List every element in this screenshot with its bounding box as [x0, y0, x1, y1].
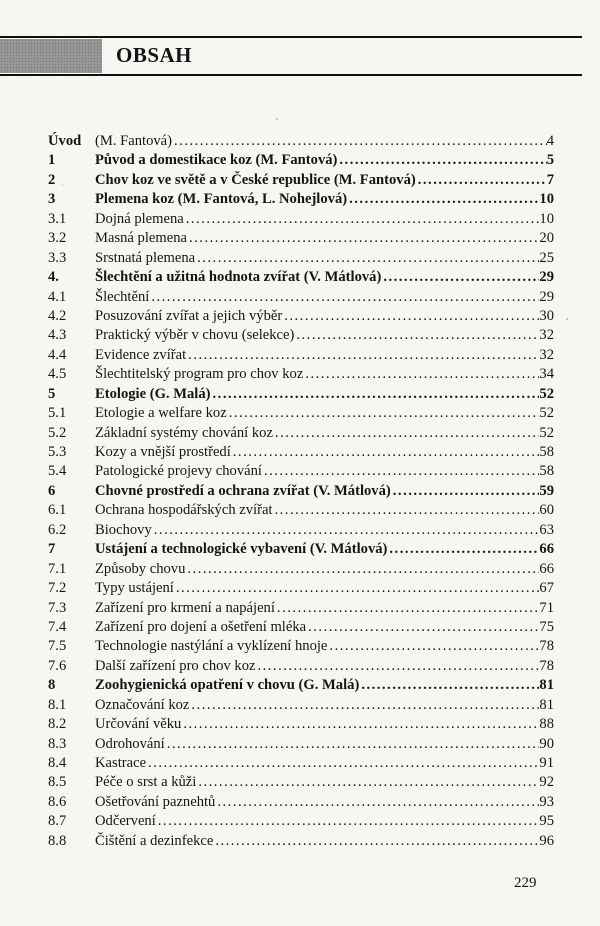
toc-page: 58: [539, 444, 554, 460]
toc-row: [48, 560, 554, 579]
toc-entry: [95, 288, 554, 307]
table-of-contents: [48, 132, 554, 851]
toc-row: [48, 599, 554, 618]
toc-page: 67: [539, 580, 554, 597]
scan-speck: [276, 118, 278, 120]
toc-number: 8.6: [48, 793, 67, 810]
toc-leader-dots: [391, 482, 540, 501]
toc-entry: [95, 754, 554, 773]
toc-page: 88: [539, 716, 554, 733]
toc-title: Zařízení pro dojení a ošetření mléka: [95, 618, 307, 635]
toc-entry: [95, 385, 554, 404]
toc-leader-dots: [347, 190, 539, 209]
toc-leader-dots: [174, 579, 540, 598]
toc-entry: [95, 540, 554, 559]
toc-leader-dots: [337, 151, 546, 170]
toc-entry: [95, 482, 554, 501]
toc-title: Šlechtění: [95, 288, 150, 305]
toc-entry: [95, 190, 554, 209]
toc-row: [48, 365, 554, 384]
toc-page: 4: [546, 133, 554, 149]
toc-row: [48, 171, 554, 190]
toc-page: 20: [539, 230, 554, 247]
toc-row: [48, 326, 554, 345]
toc-number: 3.2: [48, 230, 67, 247]
toc-title: Šlechtitelský program pro chov koz: [95, 366, 304, 383]
toc-entry: [95, 501, 554, 520]
toc-number: 6.1: [48, 502, 67, 519]
toc-row: [48, 773, 554, 792]
toc-entry: [95, 657, 554, 676]
toc-title: Chovné prostředí a ochrana zvířat (V. Mátlová): [95, 482, 391, 499]
toc-number: 4.2: [48, 307, 67, 324]
toc-leader-dots: [211, 385, 540, 404]
toc-title: Čištění a dezinfekce: [95, 832, 214, 849]
toc-page: 93: [539, 793, 554, 810]
toc-row: [48, 268, 554, 287]
toc-title: Posuzování zvířat a jejich výběr: [95, 307, 283, 324]
toc-leader-dots: [255, 657, 539, 676]
header-bottom-rule: [0, 74, 582, 76]
toc-leader-dots: [275, 599, 539, 618]
toc-page: 63: [539, 521, 554, 538]
toc-number: 7.6: [48, 657, 67, 674]
toc-entry: [95, 637, 554, 656]
toc-page: 52: [539, 405, 554, 422]
toc-number: 8: [48, 677, 56, 694]
toc-number: 7: [48, 541, 56, 558]
toc-title: Patologické projevy chování: [95, 463, 262, 480]
toc-number: 5.4: [48, 463, 67, 480]
toc-entry: [95, 696, 554, 715]
toc-page: 10: [539, 210, 554, 227]
toc-number: 4.4: [48, 346, 67, 363]
toc-entry: [95, 268, 554, 287]
toc-title: Označování koz: [95, 696, 190, 713]
toc-entry: [95, 579, 554, 598]
toc-number: 8.4: [48, 755, 67, 771]
toc-title: Praktický výběr v chovu (selekce): [95, 327, 295, 344]
toc-entry: [95, 326, 554, 345]
toc-row: [48, 521, 554, 540]
toc-entry: [95, 793, 554, 812]
toc-row: [48, 618, 554, 637]
toc-row: [48, 190, 554, 209]
toc-row: [48, 715, 554, 734]
toc-entry: [95, 443, 554, 462]
toc-row: [48, 462, 554, 481]
toc-row: [48, 346, 554, 365]
toc-number: 7.5: [48, 638, 67, 655]
toc-number: 8.8: [48, 832, 67, 849]
toc-entry: [95, 618, 554, 637]
toc-title: Určování věku: [95, 716, 182, 733]
toc-number: 4.5: [48, 366, 67, 383]
toc-leader-dots: [327, 637, 539, 656]
toc-row: [48, 657, 554, 676]
toc-number: 4.: [48, 269, 59, 286]
toc-title: Původ a domestikace koz (M. Fantová): [95, 152, 338, 169]
scan-speck: [566, 318, 568, 320]
toc-number: 8.7: [48, 813, 67, 830]
toc-row: [48, 307, 554, 326]
toc-page: 75: [539, 618, 554, 635]
toc-page: 5: [546, 152, 554, 169]
toc-title: Kastrace: [95, 755, 147, 771]
toc-row: [48, 812, 554, 831]
toc-number: 7.3: [48, 599, 67, 616]
toc-row: [48, 735, 554, 754]
toc-title: Péče o srst a kůži: [95, 774, 197, 791]
toc-entry: [95, 132, 554, 151]
toc-number: 7.2: [48, 580, 67, 597]
header-top-rule: [0, 36, 582, 38]
toc-page: 29: [539, 288, 554, 305]
toc-row: [48, 288, 554, 307]
toc-entry: [95, 715, 554, 734]
toc-row: [48, 501, 554, 520]
toc-leader-dots: [181, 715, 539, 734]
toc-row: [48, 676, 554, 695]
toc-entry: [95, 365, 554, 384]
toc-title: Ošetřování paznehtů: [95, 793, 216, 810]
toc-page: 96: [539, 832, 554, 849]
toc-leader-dots: [306, 618, 539, 637]
section-header: [0, 36, 582, 76]
toc-number: 3.3: [48, 249, 67, 266]
toc-row: [48, 579, 554, 598]
toc-title: Etologie (G. Malá): [95, 385, 211, 402]
toc-row: [48, 132, 554, 151]
toc-number: 8.2: [48, 716, 67, 733]
toc-row: [48, 637, 554, 656]
toc-leader-dots: [294, 326, 539, 345]
toc-title: (M. Fantová): [95, 133, 173, 149]
toc-leader-dots: [185, 560, 539, 579]
toc-title: Technologie nastýlání a vyklízení hnoje: [95, 638, 328, 655]
toc-page: 95: [539, 813, 554, 830]
toc-entry: [95, 346, 554, 365]
toc-leader-dots: [195, 249, 539, 268]
toc-entry: [95, 812, 554, 831]
toc-number: 5.1: [48, 405, 67, 422]
toc-number: Úvod: [48, 133, 82, 149]
toc-entry: [95, 599, 554, 618]
toc-title: Evidence zvířat: [95, 346, 187, 363]
toc-title: Typy ustájení: [95, 580, 174, 597]
toc-row: [48, 754, 554, 773]
toc-row: [48, 832, 554, 851]
toc-number: 7.1: [48, 560, 67, 577]
toc-page: 66: [539, 541, 554, 558]
toc-leader-dots: [189, 696, 539, 715]
toc-title: Masná plemena: [95, 230, 187, 247]
toc-number: 4.1: [48, 288, 67, 305]
toc-page: 29: [539, 269, 554, 286]
toc-page: 30: [539, 307, 554, 324]
toc-number: 5.2: [48, 424, 67, 441]
toc-leader-dots: [146, 754, 539, 773]
toc-page: 7: [546, 171, 554, 188]
toc-number: 6: [48, 482, 56, 499]
toc-leader-dots: [416, 171, 547, 190]
toc-number: 7.4: [48, 618, 67, 635]
toc-title: Kozy a vnější prostředí: [95, 444, 231, 460]
toc-page: 60: [539, 502, 554, 519]
toc-row: [48, 210, 554, 229]
toc-leader-dots: [172, 132, 547, 151]
toc-number: 8.5: [48, 774, 67, 791]
toc-leader-dots: [156, 812, 540, 831]
toc-entry: [95, 210, 554, 229]
toc-row: [48, 696, 554, 715]
toc-page: 34: [539, 366, 554, 383]
toc-entry: [95, 404, 554, 423]
toc-page: 90: [539, 735, 554, 752]
toc-title: Odrohování: [95, 735, 165, 752]
toc-number: 4.3: [48, 327, 67, 344]
toc-entry: [95, 676, 554, 695]
toc-row: [48, 229, 554, 248]
toc-title: Dojná plemena: [95, 210, 184, 227]
toc-number: 3: [48, 191, 56, 208]
toc-entry: [95, 151, 554, 170]
toc-title: Ustájení a technologické vybavení (V. Mátlová): [95, 541, 388, 558]
toc-number: 5: [48, 385, 56, 402]
toc-page: 52: [539, 385, 554, 402]
toc-leader-dots: [187, 229, 539, 248]
toc-leader-dots: [215, 793, 539, 812]
toc-row: [48, 151, 554, 170]
toc-title: Šlechtění a užitná hodnota zvířat (V. Mátlová): [95, 269, 382, 286]
toc-title: Chov koz ve světě a v České republice (M. Fantová): [95, 171, 416, 188]
toc-leader-dots: [387, 540, 539, 559]
toc-entry: [95, 171, 554, 190]
toc-entry: [95, 773, 554, 792]
toc-row: [48, 482, 554, 501]
toc-number: 3.1: [48, 210, 67, 227]
toc-title: Plemena koz (M. Fantová, L. Nohejlová): [95, 191, 348, 208]
toc-leader-dots: [273, 424, 539, 443]
toc-page: 66: [539, 560, 554, 577]
toc-leader-dots: [359, 676, 539, 695]
toc-page: 25: [539, 249, 554, 266]
toc-entry: [95, 560, 554, 579]
toc-page: 81: [539, 677, 554, 694]
toc-leader-dots: [184, 210, 540, 229]
toc-leader-dots: [231, 443, 540, 462]
toc-title: Základní systémy chování koz: [95, 424, 273, 441]
toc-page: 92: [539, 774, 554, 791]
toc-number: 1: [48, 152, 56, 169]
toc-leader-dots: [152, 521, 540, 540]
toc-number: 5.3: [48, 444, 67, 460]
toc-page: 10: [539, 191, 554, 208]
toc-leader-dots: [227, 404, 540, 423]
toc-entry: [95, 424, 554, 443]
toc-leader-dots: [149, 288, 539, 307]
toc-title: Způsoby chovu: [95, 560, 186, 577]
toc-leader-dots: [262, 462, 539, 481]
toc-leader-dots: [196, 773, 539, 792]
toc-title: Odčervení: [95, 813, 156, 830]
toc-title: Etologie a welfare koz: [95, 405, 227, 422]
toc-page: 71: [539, 599, 554, 616]
toc-title: Zařízení pro krmení a napájení: [95, 599, 275, 616]
toc-title: Zoohygienická opatření v chovu (G. Malá): [95, 677, 360, 694]
toc-entry: [95, 229, 554, 248]
header-gray-block: [0, 39, 102, 73]
toc-leader-dots: [282, 307, 539, 326]
toc-page: 78: [539, 657, 554, 674]
toc-entry: [95, 249, 554, 268]
toc-number: 8.3: [48, 735, 67, 752]
toc-leader-dots: [303, 365, 539, 384]
toc-entry: [95, 832, 554, 851]
toc-row: [48, 424, 554, 443]
toc-row: [48, 793, 554, 812]
toc-entry: [95, 307, 554, 326]
toc-row: [48, 540, 554, 559]
toc-title: Biochovy: [95, 521, 152, 538]
toc-row: [48, 404, 554, 423]
toc-number: 6.2: [48, 521, 67, 538]
toc-entry: [95, 462, 554, 481]
toc-page: 81: [539, 696, 554, 713]
toc-row: [48, 443, 554, 462]
toc-entry: [95, 735, 554, 754]
toc-row: [48, 385, 554, 404]
toc-number: 2: [48, 171, 56, 188]
toc-leader-dots: [165, 735, 540, 754]
toc-page: 78: [539, 638, 554, 655]
toc-leader-dots: [381, 268, 539, 287]
toc-entry: [95, 521, 554, 540]
toc-title: Ochrana hospodářských zvířat: [95, 502, 273, 519]
page-title: OBSAH: [116, 43, 193, 67]
toc-page: 52: [539, 424, 554, 441]
toc-page: 58: [539, 463, 554, 480]
toc-page: 32: [539, 346, 554, 363]
toc-page: 59: [539, 482, 554, 499]
toc-leader-dots: [273, 501, 540, 520]
toc-title: Další zařízení pro chov koz: [95, 657, 256, 674]
toc-leader-dots: [213, 832, 539, 851]
toc-leader-dots: [186, 346, 539, 365]
toc-number: 8.1: [48, 696, 67, 713]
toc-row: [48, 249, 554, 268]
toc-page: 91: [539, 755, 554, 771]
toc-title: Srstnatá plemena: [95, 249, 196, 266]
page-number: 229: [514, 875, 537, 891]
toc-page: 32: [539, 327, 554, 344]
